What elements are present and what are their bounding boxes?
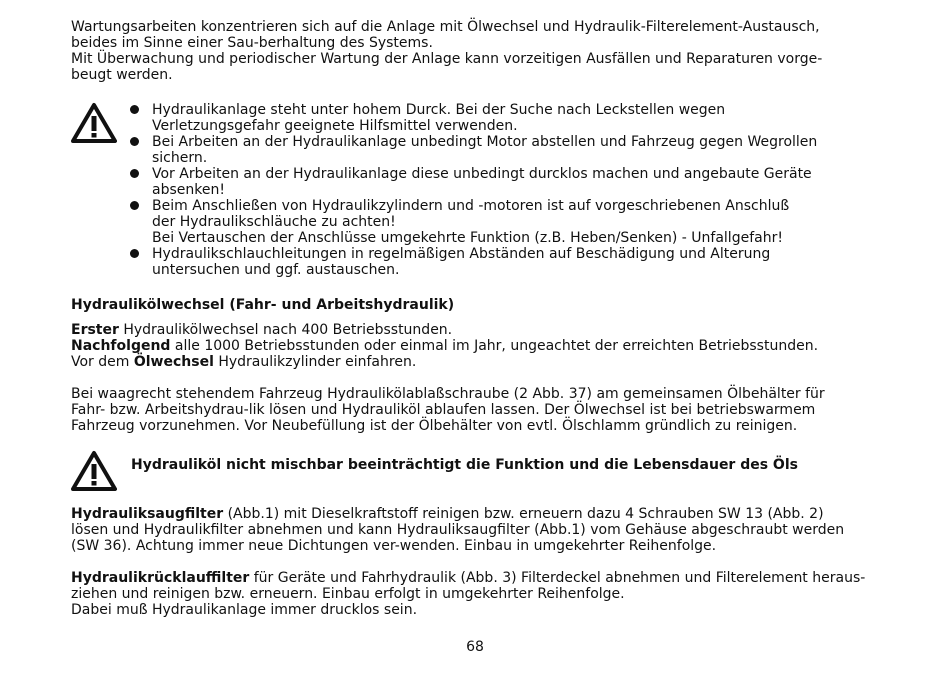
bold-term: Ölwechsel	[133, 354, 214, 370]
text-run: alle 1000 Betriebsstunden oder einmal im Jahr, ungeachtet der erreichten Betriebsstunden.	[170, 338, 819, 354]
list-item	[130, 102, 861, 134]
bullet-line: Bei Vertauschen der Anschlüsse umgekehrte Funktion (z.B. Heben/Senken) - Unfallgefahr!	[152, 230, 783, 246]
oil-change-paragraph	[71, 322, 861, 370]
safety-warning-block	[71, 102, 861, 278]
intro-paragraph	[71, 19, 861, 83]
list-item	[130, 134, 861, 166]
intro-line: beugt werden.	[71, 67, 173, 83]
bullet-line: der Hydraulikschläuche zu achten!	[152, 214, 396, 230]
bullet-line: Vor Arbeiten an der Hydraulikanlage diese unbedingt durcklos machen und angebaute Geräte	[152, 166, 812, 182]
bullet-line: Hydraulikschlauchleitungen in regelmäßigen Abständen auf Beschädigung und Alterung	[152, 246, 771, 262]
list-item	[130, 246, 861, 278]
text-line	[71, 338, 861, 354]
text-line	[71, 322, 861, 338]
bold-term: Erster	[71, 322, 119, 338]
text-line: Bei waagrecht stehendem Fahrzeug Hydraulikölablaßschraube (2 Abb. 37) am gemeinsamen Ölbehälter für	[71, 386, 825, 402]
text-line	[71, 506, 861, 522]
text-line	[71, 570, 866, 586]
warning-triangle-icon	[71, 450, 117, 492]
text-run: (Abb.1) mit Dieselkraftstoff reinigen bzw. erneuern dazu 4 Schrauben SW 13 (Abb. 2)	[223, 506, 824, 522]
drain-paragraph	[71, 386, 861, 434]
intro-line: beides im Sinne einer Sau-berhaltung des Systems.	[71, 35, 433, 51]
bullet-line: absenken!	[152, 182, 225, 198]
intro-line: Mit Überwachung und periodischer Wartung der Anlage kann vorzeitigen Ausfällen und Reparaturen vorge-	[71, 51, 823, 67]
intro-line: Wartungsarbeiten konzentrieren sich auf die Anlage mit Ölwechsel und Hydraulik-Filterelement-Austausch,	[71, 19, 820, 35]
text-line: (SW 36). Achtung immer neue Dichtungen ver-wenden. Einbau in umgekehrter Reihenfolge.	[71, 538, 717, 554]
text-run: Hydraulikölwechsel nach 400 Betriebsstunden.	[118, 322, 453, 338]
list-item	[130, 198, 861, 246]
section-heading: Hydraulikölwechsel (Fahr- und Arbeitshydraulik)	[71, 297, 455, 313]
list-item	[130, 166, 861, 198]
text-line: lösen und Hydraulikfilter abnehmen und kann Hydrauliksaugfilter (Abb.1) vom Gehäuse abgeschraubt werden	[71, 522, 845, 538]
text-line: Fahr- bzw. Arbeitshydrau-lik lösen und Hydrauliköl ablaufen lassen. Der Ölwechsel ist bei betriebswarmem	[71, 402, 816, 418]
bold-term: Nachfolgend	[71, 338, 171, 354]
suction-filter-paragraph	[71, 506, 861, 554]
text-line: Fahrzeug vorzunehmen. Vor Neubefüllung ist der Ölbehälter von evtl. Ölschlamm gründlich zu reinigen.	[71, 418, 798, 434]
safety-bullet-list	[71, 102, 861, 278]
oil-mixing-warning	[71, 450, 861, 494]
text-run: Vor dem	[71, 354, 134, 370]
text-run: für Geräte und Fahrhydraulik (Abb. 3) Filterdeckel abnehmen und Filterelement heraus-	[249, 570, 866, 586]
return-filter-paragraph	[71, 570, 866, 618]
bullet-line: Verletzungsgefahr geeignete Hilfsmittel verwenden.	[152, 118, 518, 134]
warning-triangle-icon	[71, 102, 117, 144]
bullet-line: Beim Anschließen von Hydraulikzylindern und -motoren ist auf vorgeschriebenen Anschluß	[152, 198, 790, 214]
text-line	[71, 354, 861, 370]
warning-text: Hydrauliköl nicht mischbar beeinträchtigt die Funktion und die Lebensdauer des Öls	[131, 457, 798, 473]
bullet-line: untersuchen und ggf. austauschen.	[152, 262, 400, 278]
bullet-line: Hydraulikanlage steht unter hohem Durck. Bei der Suche nach Leckstellen wegen	[152, 102, 726, 118]
document-page	[71, 19, 866, 618]
bold-term: Hydrauliksaugfilter	[71, 506, 224, 522]
bullet-line: sichern.	[152, 150, 208, 166]
text-run: Hydraulikzylinder einfahren.	[213, 354, 417, 370]
page-number: 68	[466, 639, 484, 655]
bullet-line: Bei Arbeiten an der Hydraulikanlage unbedingt Motor abstellen und Fahrzeug gegen Wegrollen	[152, 134, 818, 150]
text-line: Dabei muß Hydraulikanlage immer drucklos sein.	[71, 602, 418, 618]
bold-term: Hydraulikrücklauffilter	[71, 570, 250, 586]
text-line: ziehen und reinigen bzw. erneuern. Einbau erfolgt in umgekehrter Reihenfolge.	[71, 586, 625, 602]
